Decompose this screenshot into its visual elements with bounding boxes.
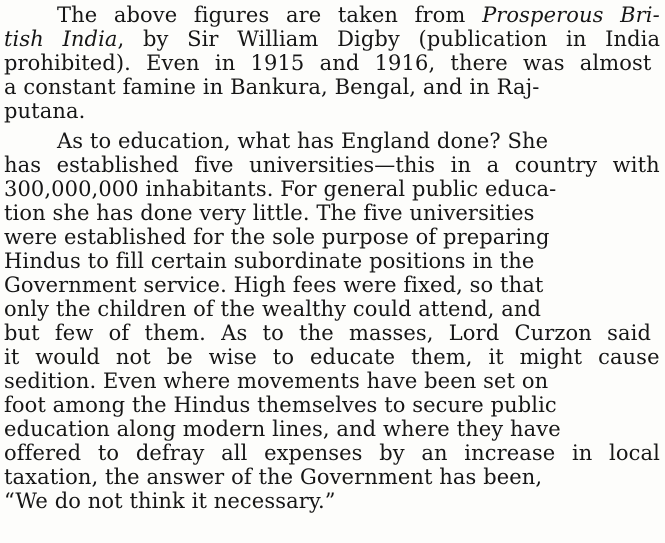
line-text: The above figures are taken from (57, 3, 483, 27)
line-text: putana. (4, 99, 86, 123)
text-line (4, 489, 336, 514)
line-text: has established five universities—this in a country with (4, 153, 660, 177)
text-line (4, 417, 561, 442)
text-line (4, 27, 660, 52)
text-line (4, 249, 534, 274)
text-line (57, 3, 660, 28)
text-line (57, 129, 548, 154)
line-text: “We do not think it necessary.” (4, 489, 336, 513)
text-line (4, 75, 539, 100)
text-line (4, 273, 543, 298)
line-text: , by Sir William Digby (publication in India (117, 27, 661, 51)
text-line (4, 201, 535, 226)
italic-title-text: tish India (4, 27, 118, 51)
line-text: taxation, the answer of the Government has been, (4, 465, 543, 489)
text-line (4, 297, 541, 322)
line-text: only the children of the wealthy could attend, and (4, 297, 542, 321)
text-line (4, 441, 660, 466)
italic-title-text: Prosperous Bri- (482, 3, 660, 27)
line-text: tion she has done very little. The five universities (4, 201, 535, 225)
text-line (4, 153, 660, 178)
text-line (4, 393, 557, 418)
text-line (4, 345, 660, 370)
line-text: sedition. Even where movements have been set on (4, 369, 549, 393)
text-line (4, 465, 542, 490)
line-text: offered to defray all expenses by an increase in local (4, 441, 660, 465)
line-text: prohibited). Even in 1915 and 1916, there was almost (4, 51, 652, 75)
line-text: foot among the Hindus themselves to secure public (4, 393, 557, 417)
line-text: but few of them. As to the masses, Lord Curzon said (4, 321, 652, 345)
line-text: it would not be wise to educate them, it might cause (4, 345, 660, 369)
line-text: Government service. High fees were fixed, so that (4, 273, 544, 297)
line-text: were established for the sole purpose of preparing (4, 225, 550, 249)
line-text: Hindus to fill certain subordinate positions in the (4, 249, 535, 273)
line-text: As to education, what has England done? She (57, 129, 549, 153)
text-line (4, 321, 651, 346)
text-line (4, 225, 550, 250)
text-line (4, 369, 548, 394)
text-line (4, 99, 85, 124)
line-text: education along modern lines, and where they have (4, 417, 561, 441)
text-line (4, 51, 651, 76)
line-text: a constant famine in Bankura, Bengal, and in Raj- (4, 75, 540, 99)
text-line (4, 177, 556, 202)
line-text: 300,000,000 inhabitants. For general public educa- (4, 177, 557, 201)
